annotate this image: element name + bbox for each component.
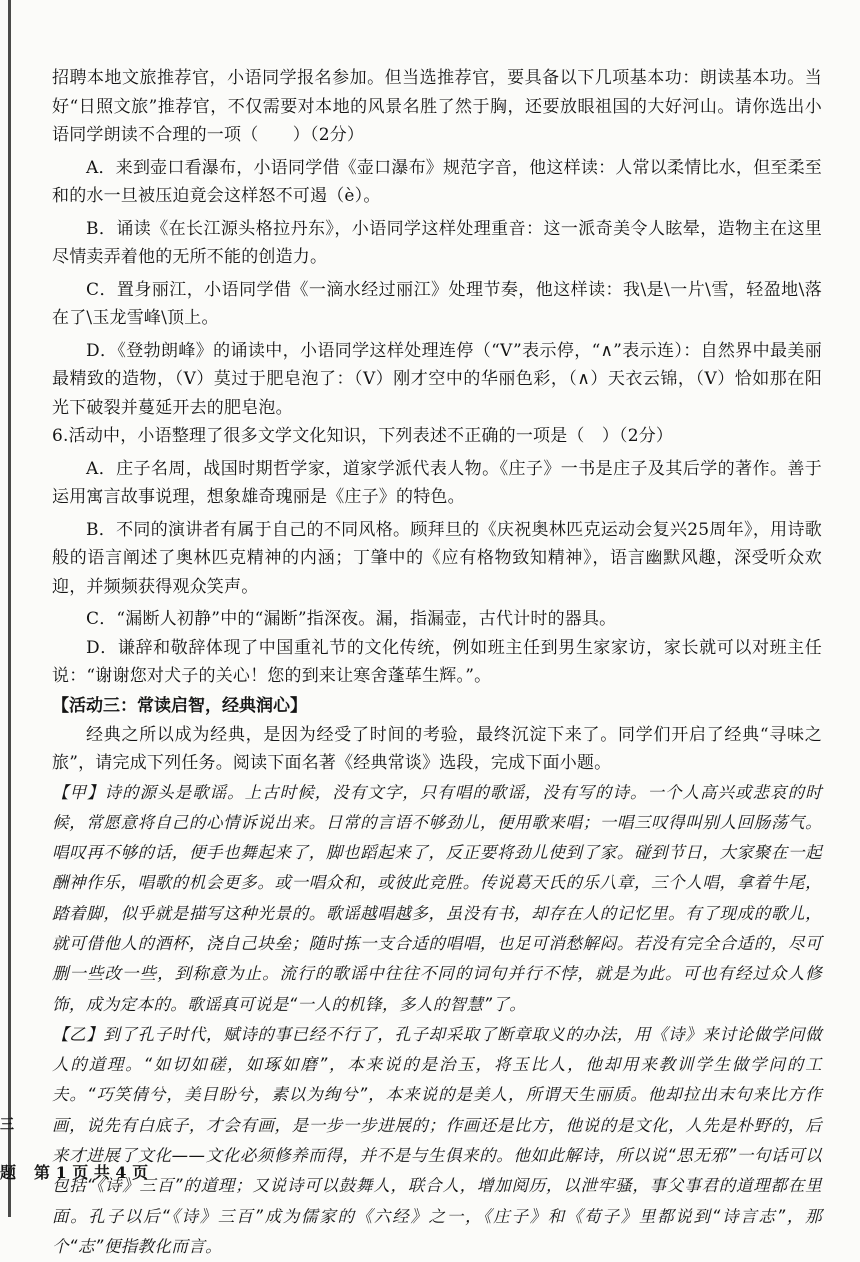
passage-jia: 【甲】诗的源头是歌谣。上古时候，没有文字，只有唱的歌谣，没有写的诗。一个人高兴或悲哀的时候，常愿意将自己的心情诉说出来。日常的言语不够劲儿，便用歌来唱；一唱三叹得叫别人回肠荡气。唱叹再不够的话，便手也舞起来了，脚也蹈起来了，反正要将劲儿使到了家。碰到节日，大家聚在一起酬神作乐，唱歌的机会更多。或一唱众和，或彼此竞胜。传说葛天氏的乐八章，三个人唱，拿着牛尾，踏着脚，似乎就是描写这种光景的。歌谣越唱越多，虽没有书，却存在人的记忆里。有了现成的歌儿，就可借他人的酒杯，浇自己块垒；随时拣一支合适的唱唱，也足可消愁解闷。若没有完全合适的，尽可删一些改一些，到称意为止。流行的歌谣中往往不同的词句并行不悖，就是为此。可也有经过众人修饰，成为定本的。歌谣真可说是“一人的机锋，多人的智慧”了。 <box>52 782 822 1014</box>
footer-left-char: 题 <box>0 1163 17 1182</box>
binding-edge-line <box>8 0 11 1217</box>
page-content <box>52 64 822 1262</box>
q5-option-b: B．诵读《在长江源头格拉丹东》，小语同学这样处理重音：这一派奇美令人眩晕，造物主在这里尽情卖弄着他的无所不能的创造力。 <box>52 218 822 267</box>
activity3-heading: 【活动三：常读启智，经典润心】 <box>52 695 307 716</box>
q5-option-c: C．置身丽江，小语同学借《一滴水经过丽江》处理节奏，他这样读：我\是\一片\雪，轻盈地\落在了\玉龙雪峰\顶上。 <box>52 279 822 328</box>
passage-yi: 【乙】到了孔子时代，赋诗的事已经不行了，孔子却采取了断章取义的办法，用《诗》来讨论做学问做人的道理。“如切如磋，如琢如磨”，本来说的是治玉，将玉比人，他却用来教训学生做学问的工夫。“巧笑倩兮，美目盼兮，素以为绚兮”，本来说的是美人，所谓天生丽质。他却拉出末句来比方作画，说先有白底子，才会有画，是一步一步进展的；作画还是比方，他说的是文化，人先是朴野的，后来才进展了文化——文化必须修养而得，并不是与生俱来的。他如此解诗，所以说“思无邪”一句话可以包括“《诗》三百”的道理；又说诗可以鼓舞人，联合人，增加阅历，以泄牢骚，事父事君的道理都在里面。孔子以后“《诗》三百”成为儒家的《六经》之一，《庄子》和《荀子》里都说到“诗言志”，那个“志”便指教化而言。 <box>52 1024 822 1256</box>
activity3-intro: 经典之所以成为经典，是因为经受了时间的考验，最终沉淀下来了。同学们开启了经典“寻味之旅”，请完成下列任务。阅读下面名著《经典常谈》选段，完成下面小题。 <box>52 724 822 773</box>
page-number: 第 1 页 共 4 页 <box>34 1163 149 1182</box>
q6-option-a: A．庄子名周，战国时期哲学家，道家学派代表人物。《庄子》一书是庄子及其后学的著作。善于运用寓言故事说理，想象雄奇瑰丽是《庄子》的特色。 <box>52 458 822 507</box>
q6-option-b: B．不同的演讲者有属于自己的不同风格。顾拜旦的《庆祝奥林匹克运动会复兴25周年》，用诗歌般的语言阐述了奥林匹克精神的内涵；丁肇中的《应有格物致知精神》，语言幽默风趣，深受听众欢迎，并频频获得观众笑声。 <box>52 519 822 597</box>
margin-mark: 三 <box>0 1117 14 1133</box>
q5-option-a: A．来到壶口看瀑布，小语同学借《壶口瀑布》规范字音，他这样读：人常以柔情比水，但至柔至和的水一旦被压迫竟会这样怒不可遏（è）。 <box>52 157 822 206</box>
q5-option-d: D．《登勃朗峰》的诵读中，小语同学这样处理连停（“V”表示停，“∧”表示连）：自然界中最美丽最精致的造物，（V）莫过于肥皂泡了：（V）刚才空中的华丽色彩，（∧）天衣云锦，（V）恰如那在阳光下破裂并蔓延开去的肥皂泡。 <box>52 340 822 418</box>
q6-option-d: D．谦辞和敬辞体现了中国重礼节的文化传统，例如班主任到男生家家访，家长就可以对班主任说：“谢谢您对犬子的关心！您的到来让寒舍蓬荜生辉。”。 <box>52 637 822 686</box>
q5-intro: 招聘本地文旅推荐官，小语同学报名参加。但当选推荐官，要具备以下几项基本功：朗读基本功。当好“日照文旅”推荐官，不仅需要对本地的风景名胜了然于胸，还要放眼祖国的大好河山。请你选出小语同学朗读不合理的一项（ ）（2分） <box>52 68 822 145</box>
q6-intro: 6.活动中，小语整理了很多文学文化知识，下列表述不正确的一项是（ ）（2分） <box>52 426 674 446</box>
q6-option-c: C．“漏断人初静”中的“漏断”指深夜。漏，指漏壶，古代计时的器具。 <box>86 609 617 629</box>
